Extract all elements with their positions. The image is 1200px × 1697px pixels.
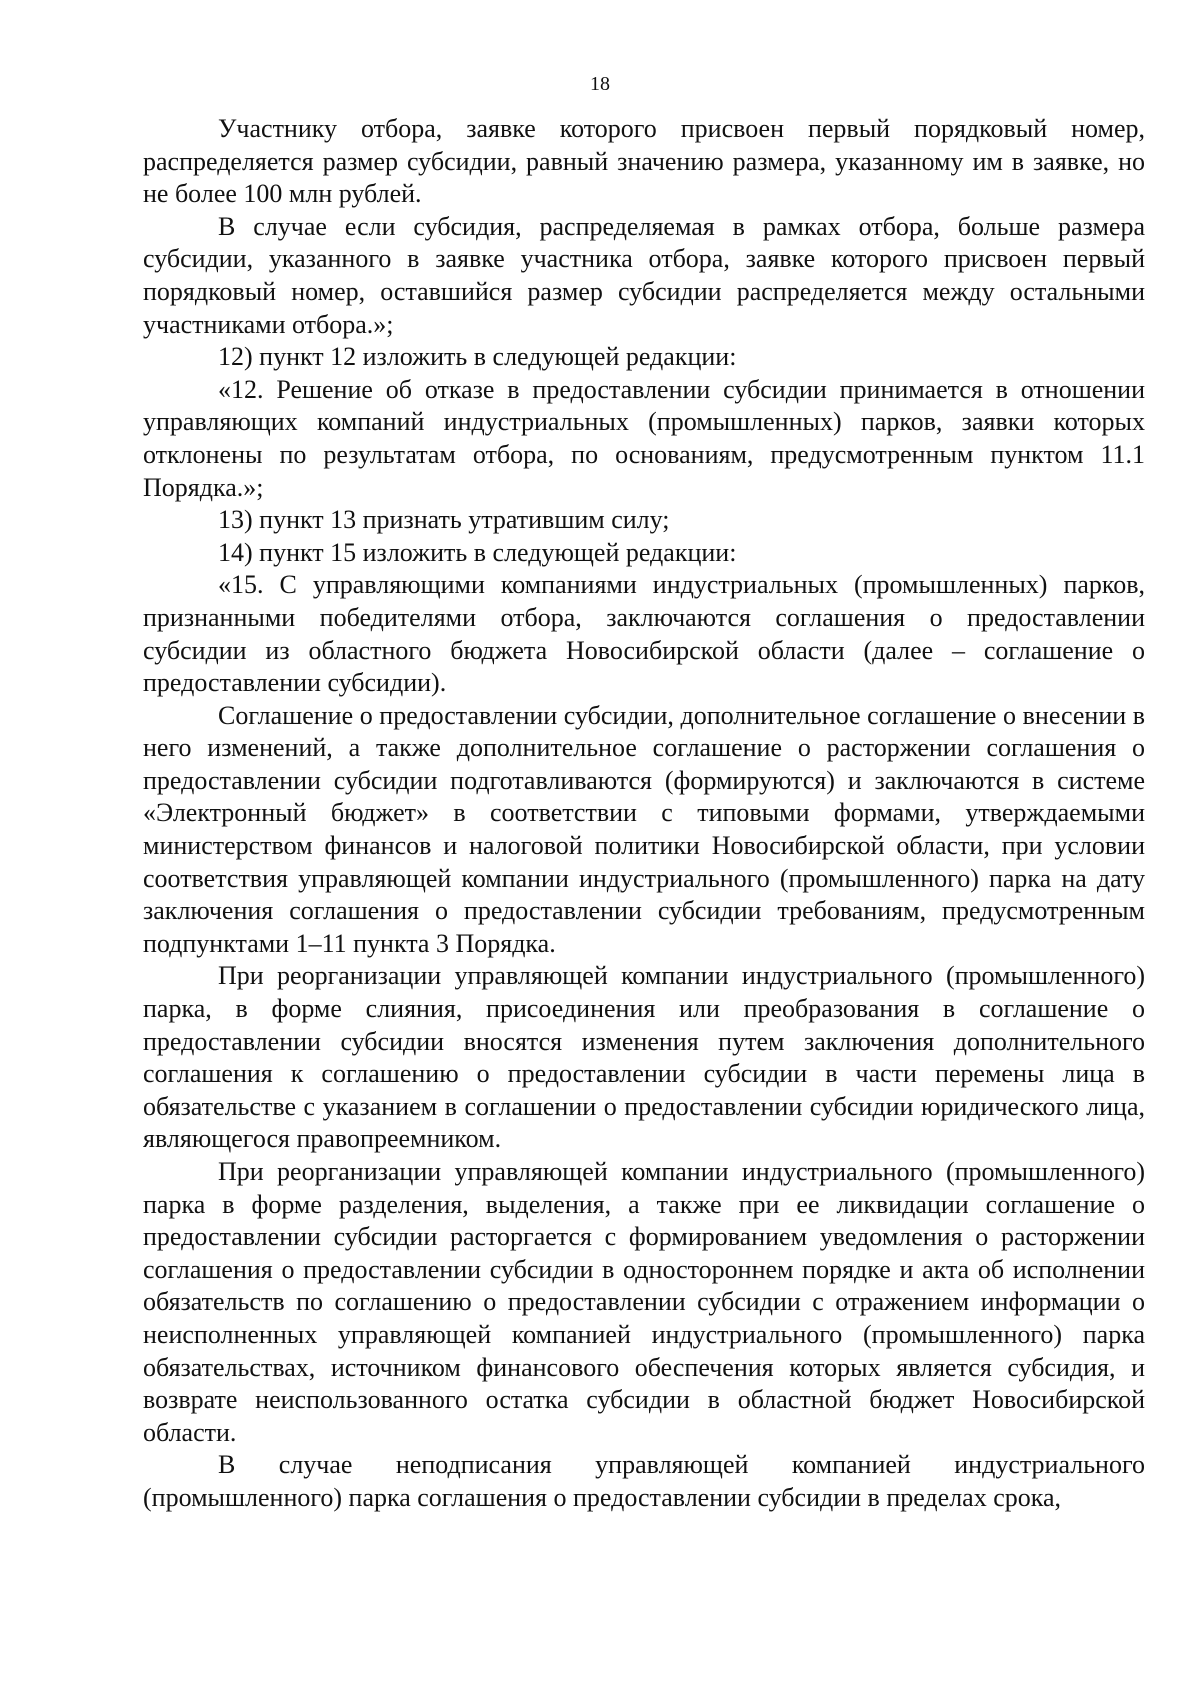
paragraph: «15. С управляющими компаниями индустриальных (промышленных) парков, признанными победителями отбора, заключаются соглашения о предоставлении субсидии из областного бюджета Новосибирской области (далее – соглашение о предоставлении субсидии).: [143, 570, 1145, 698]
paragraph: 13) пункт 13 признать утратившим силу;: [218, 505, 670, 535]
paragraph: Соглашение о предоставлении субсидии, дополнительное соглашение о внесении в него изменений, а также дополнительное соглашение о расторжении соглашения о предоставлении субсидии подготавливаются (формируются) и заключаются в системе «Электронный бюджет» в соответствии с типовыми формами, утверждаемыми министерством финансов и налоговой политики Новосибирской области, при условии соответствия управляющей компании индустриального (промышленного) парка на дату заключения соглашения о предоставлении субсидии требованиям, предусмотренным подпунктами 1–11 пункта 3 Порядка.: [143, 700, 1145, 958]
document-body: [143, 113, 1145, 1515]
paragraph: Участнику отбора, заявке которого присвоен первый порядковый номер, распределяется размер субсидии, равный значению размера, указанному им в заявке, но не более 100 млн рублей.: [143, 114, 1145, 209]
paragraph: «12. Решение об отказе в предоставлении субсидии принимается в отношении управляющих компаний индустриальных (промышленных) парков, заявки которых отклонены по результатам отбора, по основаниям, предусмотренным пунктом 11.1 Порядка.»;: [143, 374, 1145, 502]
paragraph: При реорганизации управляющей компании индустриального (промышленного) парка, в форме слияния, присоединения или преобразования в соглашение о предоставлении субсидии вносятся изменения путем заключения дополнительного соглашения к соглашению о предоставлении субсидии в части перемены лица в обязательстве с указанием в соглашении о предоставлении субсидии юридического лица, являющегося правопреемником.: [143, 961, 1145, 1154]
page-number: 18: [590, 73, 610, 95]
paragraph: В случае если субсидия, распределяемая в рамках отбора, больше размера субсидии, указанного в заявке участника отбора, заявке которого присвоен первый порядковый номер, оставшийся размер субсидии распределяется между остальными участниками отбора.»;: [143, 211, 1145, 339]
paragraph: 14) пункт 15 изложить в следующей редакции:: [218, 537, 737, 567]
paragraph: 12) пункт 12 изложить в следующей редакции:: [218, 342, 737, 372]
paragraph: При реорганизации управляющей компании индустриального (промышленного) парка в форме разделения, выделения, а также при ее ликвидации соглашение о предоставлении субсидии расторгается с формированием уведомления о расторжении соглашения о предоставлении субсидии в одностороннем порядке и акта об исполнении обязательств по соглашению о предоставлении субсидии с отражением информации о неисполненных управляющей компанией индустриального (промышленного) парка обязательствах, источником финансового обеспечения которых является субсидия, и возврате неиспользованного остатка субсидии в областной бюджет Новосибирской области.: [143, 1157, 1145, 1447]
paragraph: В случае неподписания управляющей компанией индустриального (промышленного) парка соглашения о предоставлении субсидии в пределах срока,: [143, 1450, 1145, 1512]
